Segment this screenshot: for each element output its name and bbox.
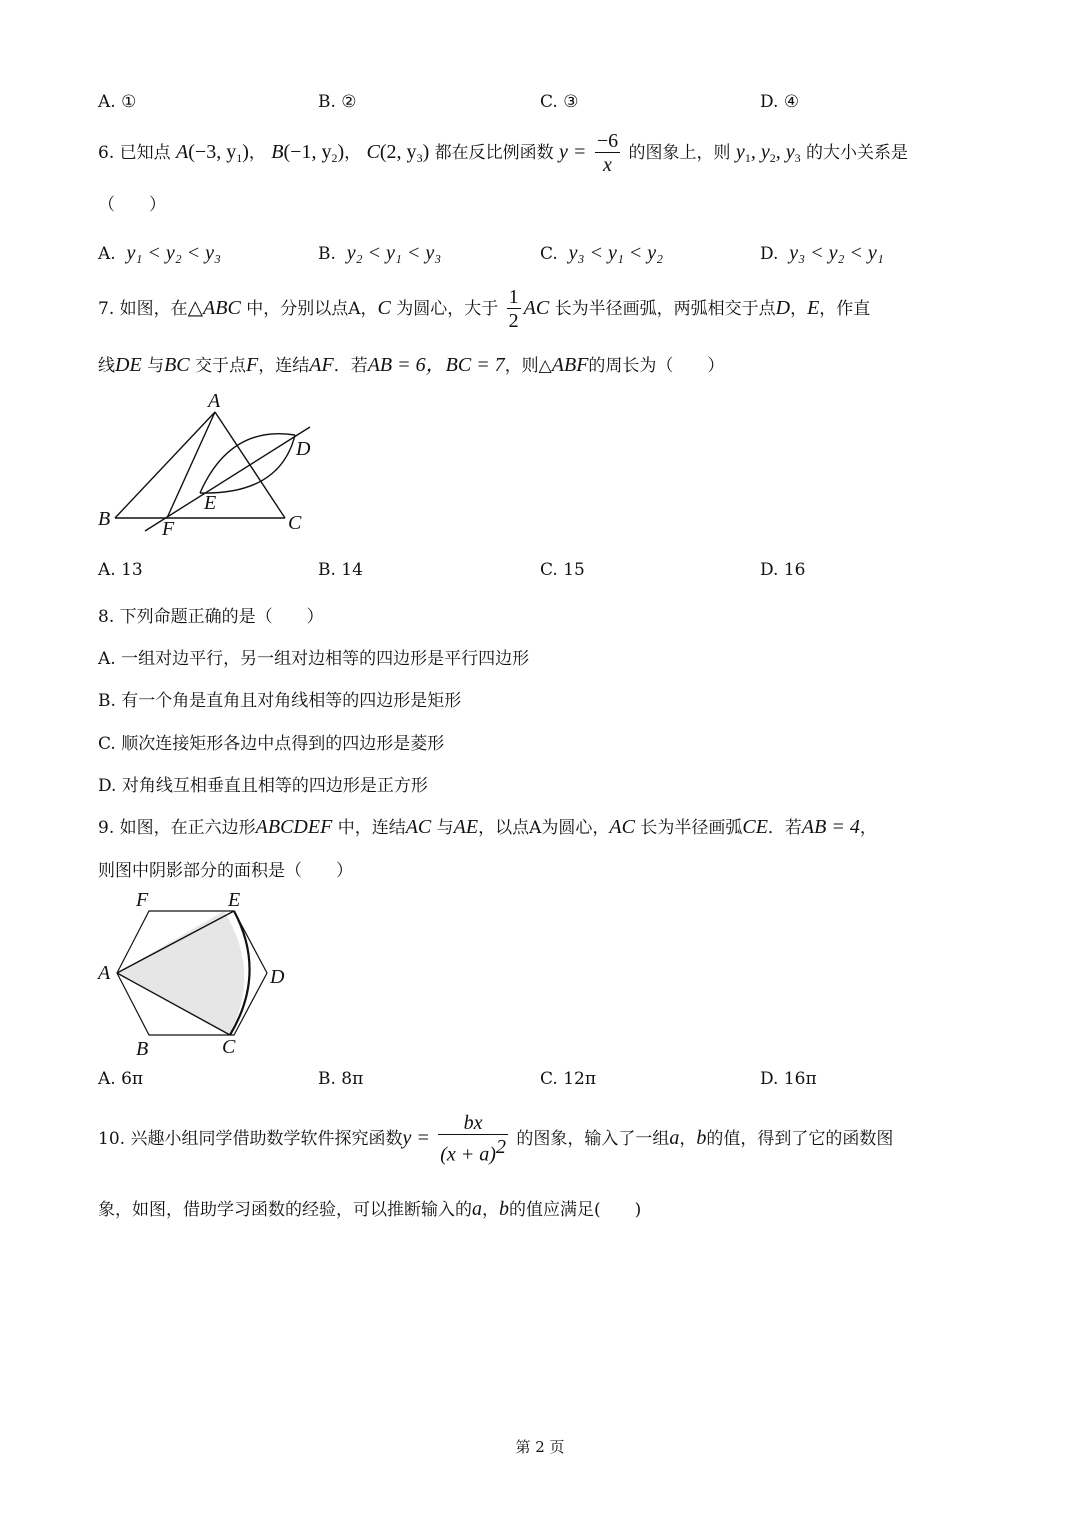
q5-option-a: A. ① bbox=[98, 92, 137, 112]
q7-label-b: B bbox=[98, 508, 111, 530]
q6-stem: 6. 已知点 A(−3, $y_1$)， B(−1, $y_2$)， C(2, $y_3$) 都在反比例函数 y = $\frac{-6}{x}$ 的图象上，则 $y_1$, $y_2$, $y_3$ 的大小关系是 bbox=[98, 130, 908, 176]
q7-label-c: C bbox=[288, 512, 302, 534]
q8-option-b: B. 有一个角是直角且对角线相等的四边形是矩形 bbox=[98, 691, 462, 711]
q6-paren: （ ） bbox=[98, 195, 166, 215]
q9-label-e: E bbox=[228, 889, 241, 911]
q8-option-d: D. 对角线互相垂直且相等的四边形是正方形 bbox=[98, 776, 428, 796]
q8-option-c: C. 顺次连接矩形各边中点得到的四边形是菱形 bbox=[98, 734, 445, 754]
q7-arc-lower bbox=[200, 435, 295, 493]
page-number: 第 2 页 bbox=[515, 1438, 565, 1456]
q9-shaded-sector bbox=[117, 911, 244, 1035]
q7-stem-line2: 线DE 与BC 交于点F，连结AF．若AB = 6，BC = 7，则△ABF的周长为（ ） bbox=[98, 354, 725, 376]
q9-label-d: D bbox=[270, 966, 285, 988]
q9-label-a: A bbox=[98, 962, 111, 984]
q7-option-b: B. 14 bbox=[318, 560, 363, 580]
q9-option-d: D. 16π bbox=[760, 1069, 817, 1089]
q7-label-a: A bbox=[208, 390, 221, 412]
q8-stem: 8. 下列命题正确的是（ ） bbox=[98, 607, 324, 627]
q9-option-a: A. 6π bbox=[98, 1069, 144, 1089]
q9-stem-line1: 9. 如图，在正六边形ABCDEF 中，连结AC 与AE，以点A为圆心，AC 长为半径画弧CE．若AB = 4， bbox=[98, 816, 877, 838]
q10-fraction: $\frac{bx}{(x + a)^2}$ bbox=[440, 1112, 506, 1166]
q7-label-e: E bbox=[204, 492, 217, 514]
q7-stem-line1: 7. 如图，在△ABC 中，分别以点A，C 为圆心，大于 $\frac{1}{2}$ AC 长为半径画弧，两弧相交于点D，E，作直 bbox=[98, 286, 871, 332]
q5-option-c: C. ③ bbox=[540, 92, 579, 112]
q7-option-a: A. 13 bbox=[98, 560, 143, 580]
q6-option-c: C. y₃ < y₁ < y₂ bbox=[540, 242, 664, 264]
q9-label-c: C bbox=[222, 1036, 236, 1058]
q5-option-b: B. ② bbox=[318, 92, 357, 112]
q9-option-c: C. 12π bbox=[540, 1069, 597, 1089]
q7-option-c: C. 15 bbox=[540, 560, 585, 580]
q6-option-d: D. y₃ < y₂ < y₁ bbox=[760, 242, 884, 264]
q7-figure bbox=[90, 385, 330, 545]
q7-option-d: D. 16 bbox=[760, 560, 806, 580]
q9-figure bbox=[92, 884, 302, 1064]
q6-option-b: B. y₂ < y₁ < y₃ bbox=[318, 242, 442, 264]
q7-label-f: F bbox=[162, 518, 175, 540]
q10-stem-line1: 10. 兴趣小组同学借助数学软件探究函数y = $\frac{bx}{(x + a)^2}$ 的图象，输入了一组a，b的值，得到了它的函数图 bbox=[98, 1112, 894, 1166]
q7-label-d: D bbox=[296, 438, 311, 460]
q6-option-a: A. y₁ < y₂ < y₃ bbox=[98, 242, 221, 264]
q9-label-b: B bbox=[136, 1038, 149, 1060]
q5-option-d: D. ④ bbox=[760, 92, 800, 112]
q7-arc-upper bbox=[200, 434, 295, 493]
q7-segment-ab bbox=[115, 412, 215, 518]
q6-fraction: $\frac{-6}{x}$ bbox=[596, 130, 619, 176]
q10-stem-line2: 象，如图，借助学习函数的经验，可以推断输入的a，b的值应满足( ) bbox=[98, 1198, 642, 1220]
q7-fraction-half: $\frac{1}{2}$ bbox=[508, 286, 519, 332]
q8-option-a: A. 一组对边平行，另一组对边相等的四边形是平行四边形 bbox=[98, 649, 530, 669]
q7-line-de bbox=[145, 427, 310, 531]
q9-label-f: F bbox=[136, 889, 149, 911]
q9-option-b: B. 8π bbox=[318, 1069, 364, 1089]
q9-stem-line2: 则图中阴影部分的面积是（ ） bbox=[98, 861, 353, 881]
